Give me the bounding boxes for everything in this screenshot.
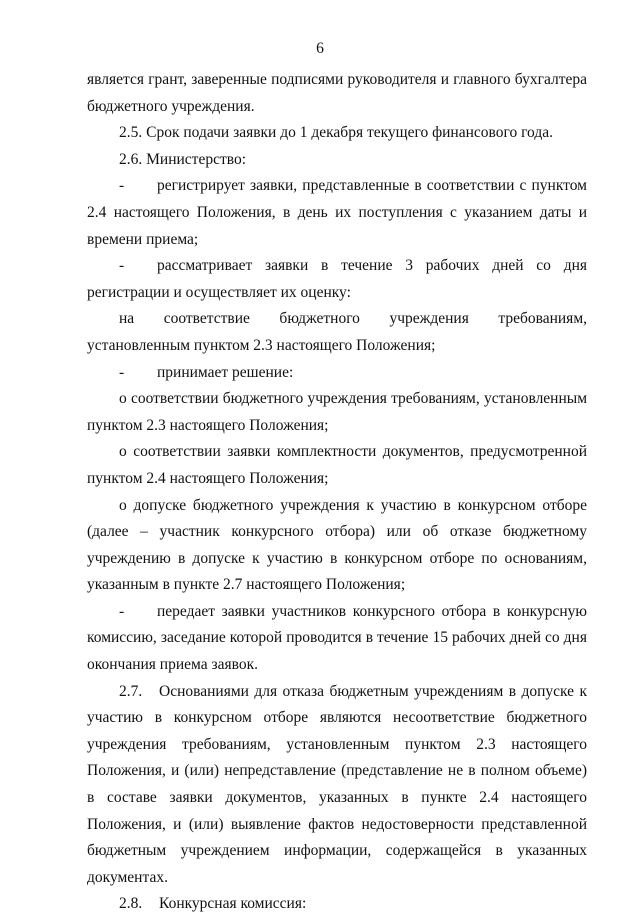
dash-marker: - [119, 363, 125, 381]
section-number: 2.7. [119, 682, 143, 700]
paragraph-decision-admission: о допуске бюджетного учреждения к участию в конкурсном отборе (далее – участник конкурсного отбора) или об отказе бюджетному учреждению в допуске к участию в конкурсном отборе по основаниям, указанным в пункте 2.7 настоящего Положения; [87, 496, 587, 594]
paragraph-text: Конкурсная комиссия: [159, 895, 307, 913]
paragraph-2-5: 2.5. Срок подачи заявки до 1 декабря текущего финансового года. [119, 124, 553, 142]
paragraph-decision-completeness: о соответствии заявки комплектности документов, предусмотренной пунктом 2.4 настоящего Положения; [87, 443, 587, 487]
section-number: 2.8. [119, 895, 143, 913]
list-item-review [87, 253, 587, 306]
paragraph-2-6: 2.6. Министерство: [119, 150, 246, 168]
paragraph-continuation: является грант, заверенные подписями руководителя и главного бухгалтера бюджетного учреждения. [87, 71, 587, 115]
list-item-decision [87, 360, 587, 387]
page-number: 6 [316, 40, 324, 57]
list-item-text: рассматривает заявки в течение 3 рабочих дней со дня регистрации и осуществляет их оценку: [87, 257, 587, 301]
dash-marker: - [119, 602, 125, 620]
paragraph-decision-compliance: о соответствии бюджетного учреждения требованиям, установленным пунктом 2.3 настоящего Положения; [87, 390, 587, 434]
dash-marker: - [119, 177, 125, 195]
list-item-text: передает заявки участников конкурсного отбора в конкурсную комиссию, заседание которой проводится в течение 15 рабочих дней со дня окончания приема заявок. [87, 602, 587, 674]
paragraph-text: Основаниями для отказа бюджетным учреждениям в допуске к участию в конкурсном отборе являются несоответствие бюджетного учреждения требованиям, установленным пунктом 2.3 настоящего Положения, и (или) непредставление (представление не в полном объеме) в составе заявки документов, указанных в пункте 2.4 настоящего Положения, и (или) выявление фактов недостоверности представленной бюджетным учреждением информации, содержащейся в указанных документах. [87, 682, 587, 886]
list-item-register [87, 173, 587, 253]
dash-marker: - [119, 257, 125, 275]
document-body [87, 67, 587, 918]
list-item-text: регистрирует заявки, представленные в соответствии с пунктом 2.4 настоящего Положения, в день их поступления с указанием даты и времени приема; [87, 177, 587, 248]
list-item-text: принимает решение: [157, 363, 294, 381]
list-item-transfer [87, 599, 587, 679]
paragraph-compliance-check: на соответствие бюджетного учреждения требованиям, установленным пунктом 2.3 настоящего Положения; [87, 310, 587, 354]
paragraph-2-7 [87, 679, 587, 892]
